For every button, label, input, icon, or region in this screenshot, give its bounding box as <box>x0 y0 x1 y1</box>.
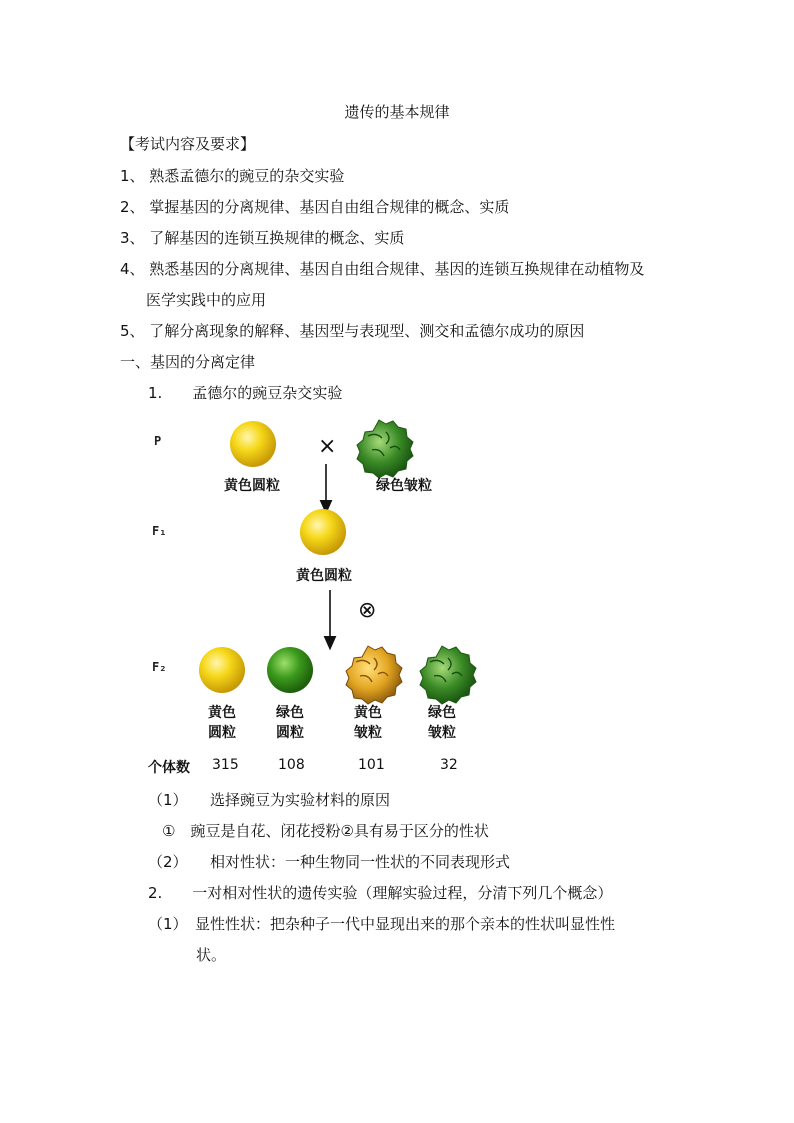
f2-count: 108 <box>278 757 305 773</box>
generation-f2-label: F₂ <box>152 660 167 674</box>
requirement-item: 2、 掌握基因的分离规律、基因自由组合规律的概念、实质 <box>120 198 510 216</box>
paragraph-line: （1） 显性性状：把杂种子一代中显现出来的那个亲本的性状叫显性性 <box>148 915 616 933</box>
f2-label-line1: 绿色 <box>276 705 304 721</box>
requirement-item: 4、 熟悉基因的分离规律、基因自由组合规律、基因的连锁互换规律在动植物及 <box>120 260 645 278</box>
self-cross-symbol: ⊗ <box>358 598 377 623</box>
f2-green-round-pea <box>267 647 313 693</box>
f2-label-line2: 圆粒 <box>208 725 236 741</box>
section-heading: 一、基因的分离定律 <box>120 353 256 371</box>
f2-green-wrinkled-pea <box>420 646 476 704</box>
f2-count: 315 <box>212 757 239 773</box>
f2-label-line2: 皱粒 <box>354 725 382 741</box>
pea-cross-figure <box>146 414 476 778</box>
requirements-heading: 【考试内容及要求】 <box>120 135 256 153</box>
green-wrinkled-pea <box>357 420 413 478</box>
pea-cross-diagram <box>146 414 476 778</box>
page-title: 遗传的基本规律 <box>344 103 450 121</box>
f2-label-line1: 黄色 <box>208 705 236 721</box>
paragraph-line: （1） 选择豌豆为实验材料的原因 <box>148 791 391 809</box>
paragraph-line: （2） 相对性状：一种生物同一性状的不同表现形式 <box>148 853 511 871</box>
count-row-label: 个体数 <box>148 760 190 776</box>
f1-yellow-round-pea <box>300 509 346 555</box>
yellow-round-pea <box>230 421 276 467</box>
requirement-item: 5、 了解分离现象的解释、基因型与表现型、测交和孟德尔成功的原因 <box>120 322 585 340</box>
f2-label-line2: 圆粒 <box>276 725 304 741</box>
f2-count: 101 <box>358 757 385 773</box>
f2-yellow-wrinkled-pea <box>346 646 402 704</box>
cross-symbol: × <box>318 434 337 459</box>
requirement-item: 1、 熟悉孟德尔的豌豆的杂交实验 <box>120 167 345 185</box>
requirement-item: 3、 了解基因的连锁互换规律的概念、实质 <box>120 229 405 247</box>
f2-yellow-round-pea <box>199 647 245 693</box>
paragraph-line-continued: 状。 <box>196 946 227 964</box>
f2-label-line1: 黄色 <box>354 705 382 721</box>
generation-f1-label: F₁ <box>152 524 167 538</box>
p-left-label: 黄色圆粒 <box>224 478 280 494</box>
requirement-item-continued: 医学实践中的应用 <box>146 291 267 309</box>
f2-label-line2: 皱粒 <box>428 725 456 741</box>
paragraph-line: 2. 一对相对性状的遗传实验（理解实验过程，分清下列几个概念） <box>148 884 613 902</box>
p-right-label: 绿色皱粒 <box>376 478 432 494</box>
f2-count: 32 <box>440 757 458 773</box>
subsection-heading: 1. 孟德尔的豌豆杂交实验 <box>148 384 343 402</box>
f1-label: 黄色圆粒 <box>296 568 352 584</box>
paragraph-line: ① 豌豆是自花、闭花授粉②具有易于区分的性状 <box>162 822 489 840</box>
generation-p-label: P <box>154 434 162 448</box>
f2-label-line1: 绿色 <box>428 705 456 721</box>
